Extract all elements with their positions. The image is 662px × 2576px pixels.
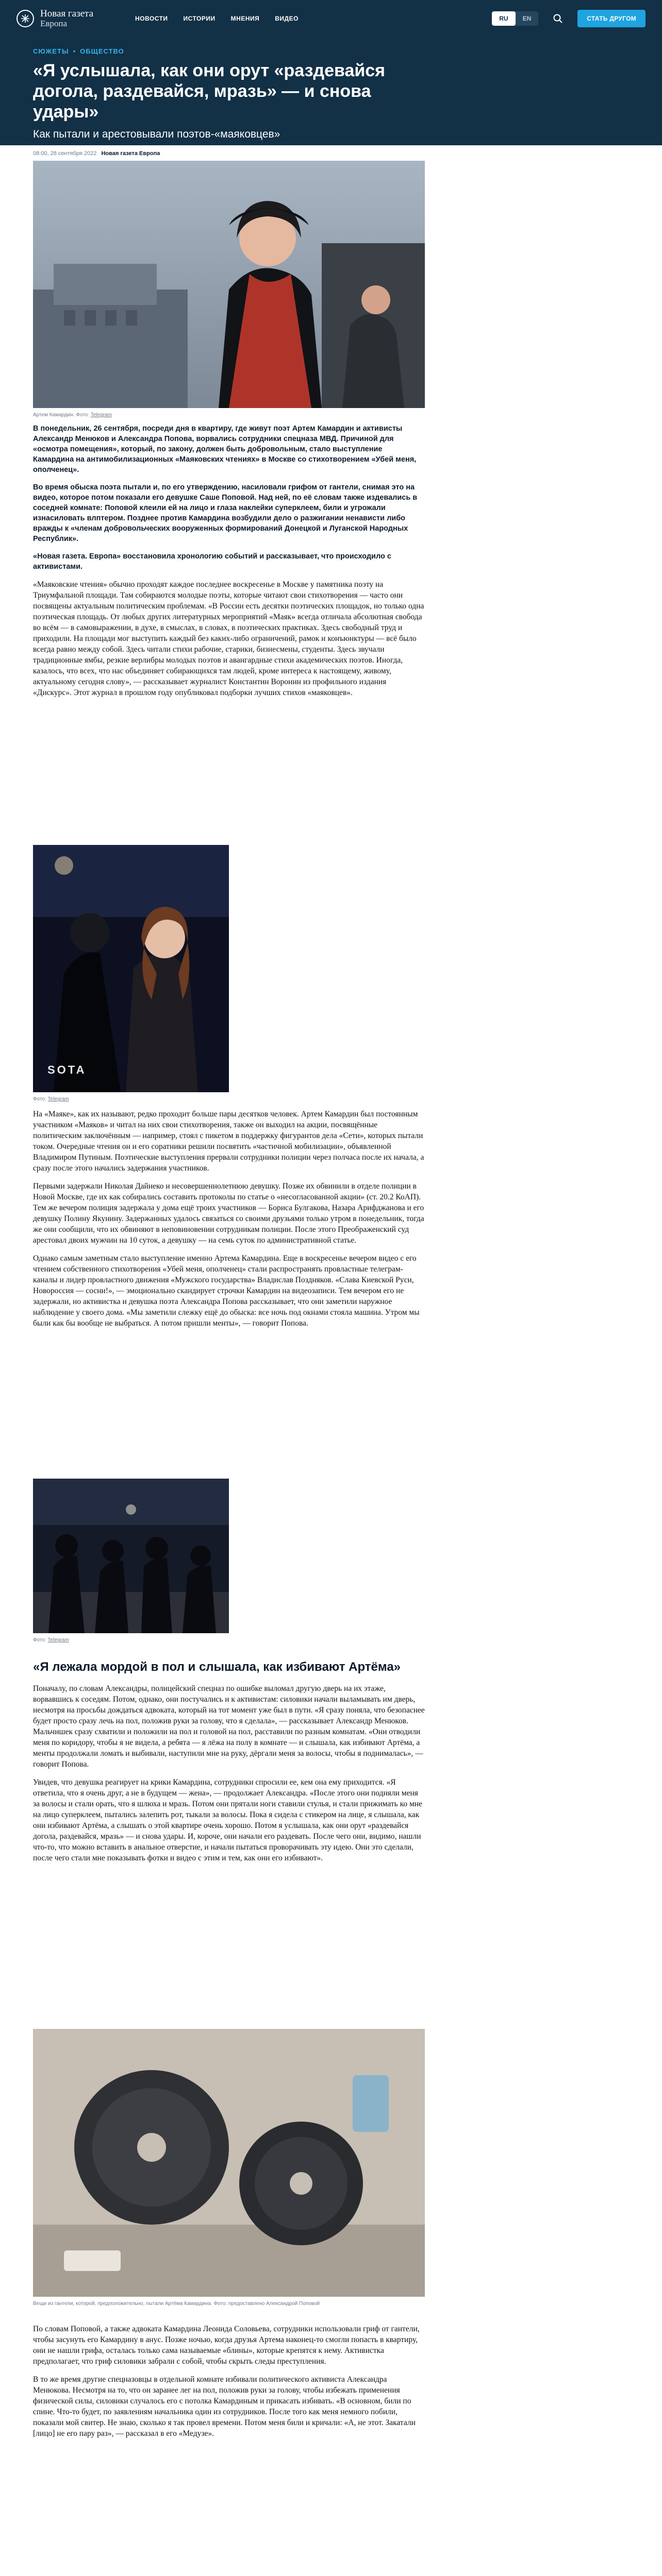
photo-kamardin — [33, 161, 425, 408]
main-nav — [135, 15, 299, 22]
top-navigation-bar — [0, 0, 662, 37]
caption-credit-link[interactable]: Telegram — [47, 1637, 69, 1643]
photo-block-2 — [33, 845, 425, 1102]
body-paragraph-8: В то же время другие спецназовцы в отдельной комнате избивали политического активиста Александра Менюкова. Несмотря на то, что он заранее лег на пол, положив руки за голову, чтобы избежать применения физической силы, силовики случалось его с потолка Камардиным и прикасать избивать. «В основном, били по спине. Что-то будет, по заявлениям начальника один из сотрудников. После того как меня немного побили, показали мой свитер. Не знаю, сколько я так провел времени. Потом меня били и кричали: «А, не этот. Закатали [лицо] не его пару раз», — рассказал в его «Медузе». — [33, 2375, 416, 2438]
photo-arrest-night — [33, 845, 229, 1092]
photo-police-street — [33, 1479, 229, 1633]
caption-credit-link[interactable]: Telegram — [47, 1096, 69, 1102]
article-body-2 — [33, 1656, 425, 1871]
search-icon — [553, 13, 563, 24]
photo-kamardin-image — [33, 161, 425, 408]
body-paragraph-7: По словам Поповой, а также адвоката Камардина Леонида Соловьева, сотрудники использовали гриф от гантели, чтобы засунуть его Камардину в анус. Позже ночью, когда друзья Артема наконец-то смогли попасть в квартиру, они не нашли грифа, осталась только сама называемые «блины», которые крепятся к нему. Активистка предполагает, что гриф силовики забрали с собой, чтобы скрыть следы преступления. — [33, 2325, 420, 2366]
body-paragraph-2: На «Маяке», как их называют, редко проходит больше пары десятков человек. Артем Камардин был постоянным участником «Маяков» и читал на них свои стихотворения, также он выходил на акции, посвящённые политическим заключённым — например, стоял с пикетом в поддержку фигурантов дела «Сети», которых пытали током. Очередные чтения он и его соратники решили посвятить «частичной мобилизации», объявленной Владимиром Путиным. Поэтические выступления прервали сотрудники полиции через полчаса после их начала, а сразу после этого начались задержания участников. — [33, 1110, 424, 1173]
article-meta — [33, 150, 425, 157]
photo-arrest-night-image — [33, 845, 229, 1092]
lead-paragraph-2: Во время обыска поэта пытали и, по его утверждению, насиловали грифом от гантели, снимая это на видео, которое потом показали его девушке Саше Поповой. Над ней, по её словам также издевались в соседней комнате: Поповой клеили ей на лицо и глаза наклейки суперклеем, били и угрожали изнасиловать влптером. Позднее против Камардина возбудили дело о разжигании ненависти либо вражды к «членам добровольческих вооруженных формирований Донецкой и Луганской Народных Республик». — [33, 483, 418, 543]
body-paragraph-5: Поначалу, по словам Александры, полицейский спецназ по ошибке выломал другую дверь на их этаже, ворвавшись к соседям. Потом, однако, они постучались и к активистам: силовики начали выламывать им дверь, несмотря на просьбы дождаться адвоката, который на тот момент уже был в пути. «Я сразу поняла, что безопаснее будет просто сразу лечь на пол, положив руки за голову, что я сделала», — рассказывает Александр Менюков. Мальчишек сразу схватили и положили на пол и головой на пол, расставили по разным комнатам. «Они отводили меня по коридору, чтобы я не видела, а ребята — я лёжа на полу в комнате — и слышала, как избивают Артёма, а менты продолжали ломать и выбивали, наступили мне на руку, дёргали меня за волосы, чтобы я поднималась», — говорит Попова. — [33, 1684, 425, 1769]
caption-credit-link[interactable]: Telegram — [90, 412, 112, 418]
nav-item-opinions[interactable]: МНЕНИЯ — [230, 15, 260, 22]
article-hero — [0, 37, 662, 145]
body-paragraph-4: Однако самым заметным стало выступление именно Артема Камардина. Еще в воскресенье вечером видео с его чтением собственного стихотворения «Убей меня, ополченец» стали распространять провластные телеграм-каналы и лидер провластного движения «Мужского государства» Владислав Поздняков. «Слава Киевской Руси, Новороссия — сосни!», — эмоционально скандирует строчки Камардин на видеозаписи. Тем вечером его не задержали, но активистка и девушка поэта Александра Попова рассказывает, что они заметили наружное наблюдение у своего дома. «Мы заметили слежку ещё до обыска: все ночь под окнами стояла машина. Утром мы были как бы вообще не выбраться. А потом пришли менты», — говорит Попова. — [33, 1254, 420, 1328]
logo-line-2: Европа — [40, 19, 68, 29]
photo-caption-3 — [33, 1637, 425, 1643]
site-logo[interactable] — [16, 9, 120, 28]
caption-text: Артем Камардин. Фото: — [33, 412, 91, 418]
become-friend-button[interactable]: СТАТЬ ДРУГОМ — [577, 10, 646, 27]
article-subtitle: Как пытали и арестовывали поэтов-«маяковцев» — [33, 128, 280, 140]
lang-en-button[interactable]: EN — [522, 15, 532, 22]
search-button[interactable] — [550, 10, 566, 27]
rubric-society-link[interactable]: ОБЩЕСТВО — [80, 47, 124, 55]
body-paragraph-1: «Маяковские чтения» обычно проходят каждое последнее воскресенье в Москве у памятника поэту на Триумфальной площади. Там собираются молодые поэты, которые читают свои стихотворения — часто они посвящены актуальным политическим проблемам. «В России есть десятки поэтических площадок, но только одна поэтическая площадь. От любых других литературных мероприятий «Маяк» всегда отличала абсолютная свобода во всём — в самовыражении, в духе, в смыслах, в словах, в поэтических практиках. Здесь свободный труд и приходили. На площади мог выступить каждый без каких-либо ограничений, рамок и конъюнктуры — всё было всегда равно между собой. Здесь читали стихи рабочие, старики, бизнесмены, студенты. Здесь звучали традиционные ямбы, резкие верлибры молодых поэтов и авангардные стихи академических поэтов. Иногда, казалось, что всех, что нас объединяет собирающихся там людей, кроме интереса к настоящему, живому, актуальному сегодня слову», — рассказывает журналист Константин Воронин из профильного издания «Дискурс». Этот журнал в прошлом году опубликовал подборки лучших стихов «маяковцев». — [33, 580, 424, 697]
watermark-sota: SOTA — [47, 1063, 87, 1076]
photo-caption-2 — [33, 1096, 425, 1102]
language-switcher — [492, 11, 538, 26]
article-title: «Я услышала, как они орут «раздевайся догола, раздевайся, мразь» — и снова удары» — [33, 61, 386, 122]
photo-dumbbell-plates-image — [33, 2029, 425, 2297]
body-paragraph-6: Увидев, что девушка реагирует на крики Камардина, сотрудники спросили ее, кем она ему приходится. «Я ответила, что я очень друг, а не в будущем — жена», — продолжает Александра. «После этого они подняли меня за волосы и стали орать, что я шлюха и мразь. Потом они прятали ноги ставили стулья, и стали прижимать ко мне на лицо суперклеем, пытались залепить рот, тыкали за волосы. Пока я сидела с стикером на лице, я слышала, как они избивают Артёма, а слышать о этой квартире очень хорошо. Потом я услышала, как они орут «раздевайся догола, раздевайся, мразь» — и снова удары. И, короче, они начали его раздевать. После чего они, видимо, нашли что-то, что можно вставить в анальное отверстие, и начали пытаться проворачивать эту идею. Они это сделали, после чего стали мне показывать фотки и видео с этим и тем, как они его избивают». — [33, 1778, 422, 1862]
photo-police-street-image — [33, 1479, 229, 1633]
photo-caption-4: Вещи из гантели, которой, предположительно, пытали Артёма Камардина. Фото: предоставлено Александрой Поповой — [33, 2301, 320, 2307]
section-subheading: «Я лежала мордой в пол и слышала, как избивают Артёма» — [33, 1660, 401, 1674]
publish-date: 08:00, 28 сентября 2022 — [33, 150, 97, 157]
lang-ru-button[interactable]: RU — [492, 11, 515, 26]
logo-emblem-icon — [16, 10, 34, 27]
lead-paragraph-1: В понедельник, 26 сентября, посреди дня в квартиру, где живут поэт Артем Камардин и активисты Александр Менюков и Александра Попова, ворвались сотрудники спецназа МВД. Причиной для «осмотра помещения», который, по закону, должен быть добровольным, стало выступление Камардина на антимобилизационных «Маяковских чтениях» в Москве со стихотворением «Убей меня, ополченец». — [33, 425, 417, 474]
caption-text: Фото: — [33, 1637, 48, 1643]
rubric-separator: • — [73, 47, 76, 55]
photo-block-1 — [33, 161, 425, 418]
article-intro — [33, 423, 425, 705]
article-body-3 — [33, 2324, 425, 2446]
caption-text: Фото: — [33, 1096, 48, 1102]
article-body-1 — [33, 1109, 425, 1336]
lead-paragraph-3: «Новая газета. Европа» восстановила хронологию событий и рассказывает, что происходило с активистами. — [33, 552, 391, 571]
logo-line-1: Новая газета — [40, 8, 93, 20]
rubric-plots-link[interactable]: СЮЖЕТЫ — [33, 47, 69, 55]
publication-name[interactable]: Новая газета Европа — [101, 150, 160, 157]
photo-block-3 — [33, 1479, 425, 1643]
nav-item-stories[interactable]: ИСТОРИИ — [183, 15, 216, 22]
rubric-line — [33, 37, 629, 55]
photo-dumbbell-plates — [33, 2029, 425, 2297]
nav-item-video[interactable]: ВИДЕО — [275, 15, 299, 22]
photo-caption-1 — [33, 412, 425, 418]
nav-item-news[interactable]: НОВОСТИ — [135, 15, 168, 22]
logo-wordmark — [40, 9, 93, 28]
photo-block-4 — [33, 2029, 425, 2307]
body-paragraph-3: Первыми задержали Николая Дайнеко и несовершеннолетнюю девушку. Позже их обвинили в отделе полиции в Новой Москве, где их как собирались составить протоколы по статье о «несогласованной акции» (ст. 20.2 КоАП). Тем же вечером полиция задержала у дома ещё троих участников — Бориса Булгакова, Назара Арифджанова и его девушку Полину Якунину. Задержанных удалось связаться со своими друзьями только утром в понедельник, тогда же они сообщили, что их обвиняют в неповиновении сотрудникам полиции. После этого Преображенский суд арестовал двоих мужчин на 10 суток, а девушку — на семь суток по административной статье. — [33, 1182, 424, 1245]
